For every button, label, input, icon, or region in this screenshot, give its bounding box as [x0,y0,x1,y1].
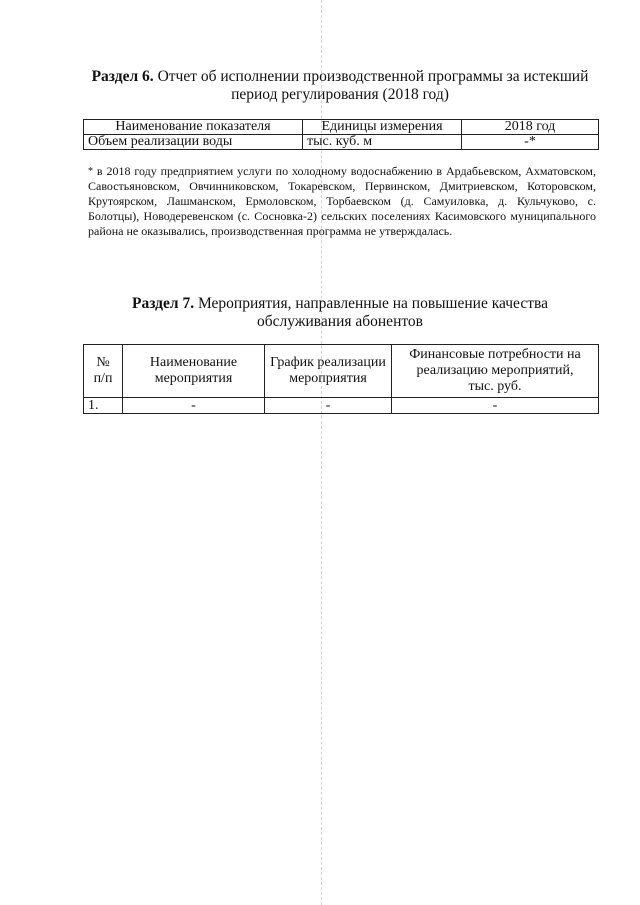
header-line: мероприятия [154,371,233,386]
section7-heading [95,295,585,331]
section6-heading [80,68,600,104]
cell-number: 1. [84,398,123,414]
section7-title-line2: обслуживания абонентов [256,313,423,330]
column-header-number [84,345,123,398]
column-header-units: Единицы измерения [303,120,462,135]
section6-label: Раздел 6. [91,68,154,85]
section6-title-line1: Отчет об исполнении производственной программы за истекший [157,68,589,85]
header-line: тыс. руб. [468,379,522,394]
cell-activity-name: - [123,398,265,414]
table-row [84,135,599,150]
column-header-activity-name [123,345,265,398]
column-header-indicator: Наименование показателя [84,120,303,135]
section7-title-line1: Мероприятия, направленные на повышение качества [197,295,548,312]
section7-label: Раздел 7. [132,295,195,312]
header-line: п/п [93,371,113,386]
table-header-row [84,345,599,398]
header-line: № [96,355,110,370]
table-row [84,398,599,414]
footnote-marker: * [88,166,93,177]
header-line: реализацию мероприятий, [416,363,574,378]
section6-footnote [88,164,596,239]
header-line: мероприятия [289,371,367,386]
column-header-schedule [265,345,392,398]
footnote-text: в 2018 году предприятием услуги по холодному водоснабжению в Ардабьевском, Ахматовском, Савостьяновском, Овчинниковском, Токаревском, Первинском, Дмитриевском, Которовском, Крутоярском, Лашманском, Ермоловском, Торбаевском (д. Самуиловка, д. Кульчуково, с. Болотцы), Новодеревенском (с. Сосновка-2) сельских поселениях Касимовского муниципального района не оказывались, производственная программа не утверждалась. [88,164,597,238]
cell-indicator-name: Объем реализации воды [84,135,303,150]
header-line: График реализации [270,355,386,370]
section6-table [83,119,599,150]
section7-table [83,344,599,414]
section6-title-line2: период регулирования (2018 год) [231,86,449,103]
cell-unit: тыс. куб. м [303,135,462,150]
cell-schedule: - [265,398,392,414]
cell-financial-needs: - [392,398,599,414]
column-header-financial-needs [392,345,599,398]
cell-value: -* [462,135,599,150]
header-line: Наименование [149,355,238,370]
header-line: Финансовые потребности на [409,347,581,362]
table-header-row [84,120,599,135]
column-header-year: 2018 год [462,120,599,135]
